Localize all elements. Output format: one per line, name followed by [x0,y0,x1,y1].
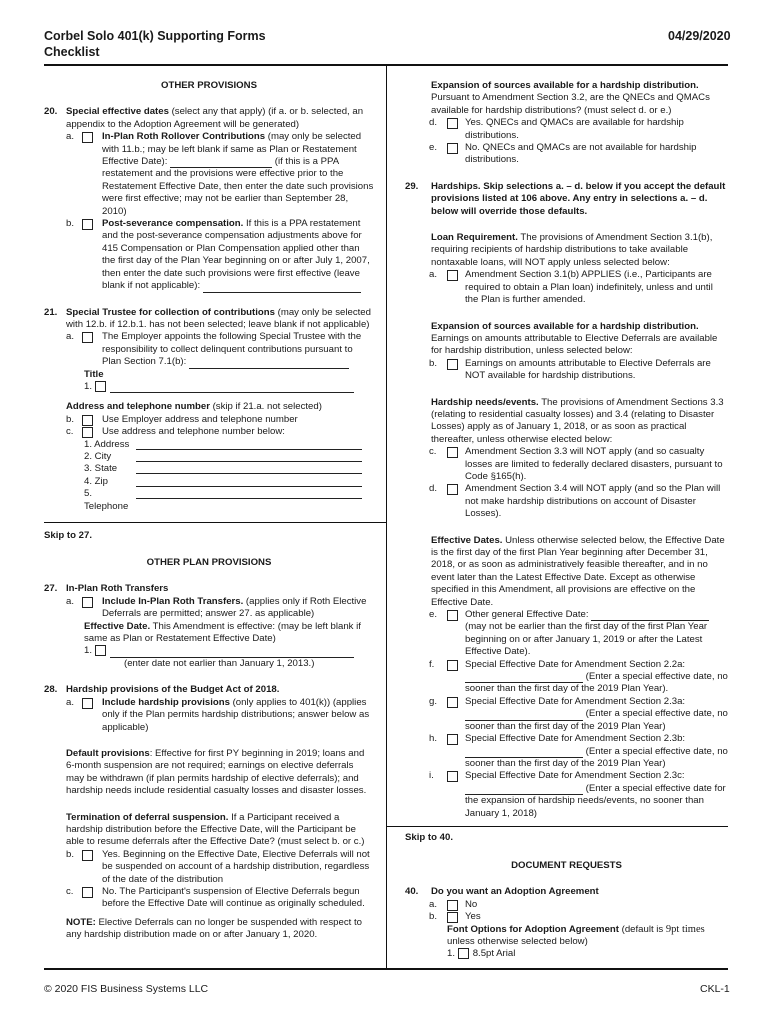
q27-effective-title: Effective Date. [84,620,151,632]
q28-default-title: Default provisions [66,747,150,759]
q20-a-title: In-Plan Roth Rollover Contributions [102,131,266,143]
footer-page-id: CKL-1 [700,983,730,995]
q40-title: Do you want an Adoption Agreement [431,886,599,898]
q28-a-title: Include hardship provisions [102,696,230,708]
loan-requirement-text: The provisions of Amendment Section 3.1(b), requiring recipients of hardship distributions to take available nontaxable loans, will NOT apply unless selected below: [431,232,713,268]
q21-a-field[interactable] [189,358,349,369]
q27-one-checkbox[interactable] [95,645,106,656]
q29-g-text2: (Enter a special effective date, no sooner than the first day of the 2019 Plan Year) [465,708,728,732]
left-column-lower [44,557,374,942]
q21-title-checkbox[interactable] [95,381,106,392]
q20-b-letter: b. [66,218,75,230]
q40-a-checkbox[interactable] [447,900,458,911]
q27-title: In-Plan Roth Transfers [66,583,169,595]
question-21 [44,307,374,514]
field-city-input[interactable] [136,451,362,462]
field-zip-input[interactable] [136,476,362,487]
footer-copyright: © 2020 FIS Business Systems LLC [44,983,209,995]
field-address-input[interactable] [136,439,362,450]
q21-c-text: Use address and telephone number below: [102,426,285,438]
q27-a-checkbox[interactable] [82,597,93,608]
q28-a-text: (only applies to 401(k)) (applies only if the Plan permits hardship distributions; answer below as applicable) [102,696,370,733]
q29-a-text: Amendment Section 3.1(b) APPLIES (i.e., Participants are required to obtain a Plan loan) indefinitely, unless and until the Plan is further amended. [465,269,713,306]
field-state-label: 3. State [84,463,118,475]
skip27-rule [44,522,386,523]
field-zip-label: 4. Zip [84,475,108,487]
q21-b-checkbox[interactable] [82,415,93,426]
exp1-d-text: Yes. QNECs and QMACs are available for hardship distributions. [465,117,684,141]
q29-h-checkbox[interactable] [447,734,458,745]
footer-rule [44,968,728,970]
q40-number: 40. [405,886,419,898]
q40-a-text: No [465,898,478,910]
q28-note-text: Elective Deferrals can no longer be suspended with respect to any hardship distribution made on or after January 1, 2020. [66,916,362,941]
document-title [44,28,266,60]
field-state-input[interactable] [136,463,362,474]
q21-number: 21. [44,306,58,318]
q20-a-text1: (may only be selected with 11.b.; may be left blank if same as Plan or Restatement Effective Date): [102,131,362,168]
q21-title-label: Title [84,368,104,380]
exp1-d-letter: d. [429,117,438,129]
q29-h-text2: (Enter a special effective date, no sooner than the first day of the 2019 Plan Year) [465,745,728,769]
field-telephone-input[interactable] [136,488,362,499]
q28-a-letter: a. [66,696,75,708]
q29-a-letter: a. [429,269,438,281]
q29-e-text1: Other general Effective Date: [465,609,589,621]
section-heading-document-requests: DOCUMENT REQUESTS [511,860,622,871]
q28-b-letter: b. [66,848,75,860]
q21-address-intro: (skip if 21.a. not selected) [209,401,322,413]
q29-e-checkbox[interactable] [447,610,458,621]
q29-e-date-field[interactable] [591,610,709,621]
q29-h-letter: h. [429,733,438,745]
q21-title: Special Trustee for collection of contributions [66,306,275,318]
q21-c-letter: c. [66,426,74,438]
q20-a-checkbox[interactable] [82,132,93,143]
q28-default-text: : Effective for first PY beginning in 2019; loans and 6-month suspension are not required; earnings on elective deferrals may be withdrawn (if plan permits hardship of elective deferrals); and hardship needs include residential casualty losses and disaster losses. [66,747,367,797]
q40-b-text: Yes [465,911,481,923]
expansion-2-title: Expansion of sources available for a hardship distribution. [431,320,699,332]
q29-b-checkbox[interactable] [447,359,458,370]
q28-c-checkbox[interactable] [82,887,93,898]
font-options-default: 9pt times [665,923,705,935]
q29-g-date-field[interactable] [465,710,583,721]
font-option-1-text: 8.5pt Arial [472,948,516,960]
q29-a-checkbox[interactable] [447,270,458,281]
q27-a-letter: a. [66,595,75,607]
q28-a-checkbox[interactable] [82,698,93,709]
section-heading-other-plan-provisions: OTHER PLAN PROVISIONS [146,557,272,568]
q20-b-text: If this is a PPA restatement and the post-severance compensation adjustments above for 415 Compensation or Plan Compensation applied other than the first day of the Plan Year beginning on or after July 1, 2007, then enter the date such provisions were first effective (leave blank if not applicable): [102,218,370,292]
q27-one-number: 1. [84,645,93,657]
document-date: 04/29/2020 [668,29,731,43]
q20-intro: (select any that apply) (if a. or b. selected, an appendix to the Adoption Agreement will be generated) [66,106,364,130]
expansion-2-text: Earnings on amounts attributable to Elective Deferrals are available for hardship distribution, unless selected below: [431,332,718,357]
exp1-e-letter: e. [429,142,438,154]
right-column-lower [405,860,728,961]
q29-f-text1: Special Effective Date for Amendment Section 2.2a: [465,658,686,670]
q29-f-text2: (Enter a special effective date, no sooner than the first day of the 2019 Plan Year). [465,671,728,695]
q29-i-date-field[interactable] [465,784,583,795]
font-options-title: Font Options for Adoption Agreement [447,923,619,935]
skip-to-27: Skip to 27. [44,530,92,541]
section-heading-other-provisions: OTHER PROVISIONS [161,80,257,91]
field-city-label: 2. City [84,451,112,462]
q29-f-date-field[interactable] [465,672,583,683]
right-column [405,80,728,820]
question-28 [44,684,374,941]
q21-title-field[interactable] [110,382,354,393]
q27-number: 27. [44,583,58,595]
q21-b-text: Use Employer address and telephone number [102,413,298,425]
expansion-1-text: Pursuant to Amendment Section 3.2, are the QNECs and QMACs available for hardship distributions? (must select d. or e.) [431,92,710,116]
exp1-e-text: No. QNECs and QMACs are not available for hardship distributions. [465,142,697,166]
q29-d-letter: d. [429,483,438,495]
field-telephone-label: 5. Telephone [84,488,129,512]
q29-g-text1: Special Effective Date for Amendment Section 2.3a: [465,695,686,707]
q21-title-number: 1. [84,380,93,392]
q29-i-text2: (Enter a special effective date for the expansion of hardship needs/events, no sooner than January 1, 2018) [465,782,726,819]
q29-d-text: Amendment Section 3.4 will NOT apply (and so the Plan will not make hardship distributions on account of Disaster Losses). [465,483,721,520]
column-divider [386,65,387,969]
q20-b-date-field[interactable] [203,282,361,293]
q29-d-checkbox[interactable] [447,484,458,495]
q29-f-checkbox[interactable] [447,660,458,671]
q29-b-text: Earnings on amounts attributable to Elective Deferrals are NOT available for hardship distributions. [465,357,711,382]
hardship-needs-title: Hardship needs/events. [431,396,539,408]
q29-c-checkbox[interactable] [447,447,458,458]
q20-a-text2: (if this is a PPA restatement and the provisions were effective prior to the Restatement Effective Date, then enter the date such provisions were first effective; may not be earlier than September 28, 2010) [102,156,374,217]
question-27 [44,583,374,670]
q27-date-note: (enter date not earlier than January 1, 2013.) [124,657,315,669]
q29-title: Hardships. Skip selections a. – d. below if you accept the default provisions listed at 106 above. Any entry in selections a. – d. below will override those defaults. [431,180,726,217]
q21-b-letter: b. [66,413,75,425]
q21-a-letter: a. [66,331,75,343]
font-options-text3: unless otherwise selected below) [447,936,588,948]
q27-a-text: (applies only if Roth Elective Deferrals are permitted; answer 27. as applicable) [102,595,367,620]
q29-number: 29. [405,180,419,192]
question-40 [405,886,728,960]
q21-c-checkbox[interactable] [82,427,93,438]
q29-e-text2: (may not be earlier than the first day of the first Plan Year beginning on or after January 1, 2019 or after the Latest Effective Date). [465,621,708,658]
q29-f-letter: f. [429,658,435,670]
q28-title: Hardship provisions of the Budget Act of 2018. [66,684,280,696]
q29-h-date-field[interactable] [465,747,583,758]
question-20 [44,106,374,292]
font-option-1-checkbox[interactable] [458,948,469,959]
q28-b-checkbox[interactable] [82,850,93,861]
q27-a-title: Include In-Plan Roth Transfers. [102,595,244,607]
q20-number: 20. [44,106,58,118]
title-line-2: Checklist [44,45,100,59]
q21-a-text: The Employer appoints the following Special Trustee with the responsibility to collect delinquent contributions pursuant to Plan Section 7.1(b): [102,331,362,368]
q28-number: 28. [44,684,58,696]
font-option-1-number: 1. [447,948,456,960]
q28-b-text: Yes. Beginning on the Effective Date, Elective Deferrals will not be suspended on account of a hardship distribution, regardless of the date of the distribution [102,848,370,885]
q40-a-letter: a. [429,898,438,910]
q28-c-text: No. The Participant's suspension of Elective Deferrals begun before the Effective Date will continue as originally scheduled. [102,885,365,910]
hardship-needs-text: The provisions of Amendment Sections 3.3 (relating to residential casualty losses) and 3.4 (relating to Disaster Losses) apply as of January 1, 2018, or as soon as practical thereafter, unless otherwise elected below: [431,396,724,445]
question-29 [405,181,728,820]
left-column [44,80,374,513]
q29-h-text1: Special Effective Date for Amendment Section 2.3b: [465,733,686,745]
q28-termination-title: Termination of deferral suspension. [66,811,229,823]
q29-i-text1: Special Effective Date for Amendment Section 2.3c: [465,770,685,782]
skip-to-40: Skip to 40. [405,832,453,843]
q29-e-letter: e. [429,609,438,621]
effective-dates-title: Effective Dates. [431,534,503,546]
q29-g-letter: g. [429,695,438,707]
q27-effective-text: This Amendment is effective: (may be left blank if same as Plan or Restatement Effective Date) [84,620,361,645]
font-options-text1: (default is [618,923,666,935]
exp1-e-checkbox[interactable] [447,143,458,154]
q29-c-letter: c. [429,446,437,458]
q29-i-checkbox[interactable] [447,771,458,782]
q20-b-checkbox[interactable] [82,219,93,230]
effective-dates-text: Unless otherwise selected below, the Effective Date is the first day of the first Plan Year beginning after December 31, 2018, or as soon as administratively feasible thereafter, and in no event later than the Latest Effective Date. Except as otherwise specified in this Amendment, all provisions are effective on the Effective Date. [431,534,725,608]
q28-termination-text: If a Participant received a hardship distribution before the Effective Date, will the Participant be able to resume deferrals after the Effective Date? (must select b. or c.) [66,811,365,848]
skip40-rule [386,826,728,827]
exp1-d-checkbox[interactable] [447,118,458,129]
q29-g-checkbox[interactable] [447,697,458,708]
q40-b-letter: b. [429,911,438,923]
loan-requirement-title: Loan Requirement. [431,232,518,244]
q20-a-letter: a. [66,131,75,143]
q20-a-date-field[interactable] [170,157,272,168]
q28-note-title: NOTE: [66,916,96,928]
q29-i-letter: i. [429,770,434,782]
q27-date-field[interactable] [110,647,354,658]
q29-c-text: Amendment Section 3.3 will NOT apply (and so casualty losses are limited to federally declared disasters, pursuant to Code §165(h). [465,446,723,482]
q20-title: Special effective dates [66,106,169,118]
q21-intro: (may only be selected with 12.b. if 12.b.1. has not been selected; leave blank if not applicable) [66,306,371,330]
q40-b-checkbox[interactable] [447,912,458,923]
q28-c-letter: c. [66,885,74,897]
q21-a-checkbox[interactable] [82,332,93,343]
field-address-label: 1. Address [84,438,130,450]
expansion-1-title: Expansion of sources available for a hardship distribution. [431,80,699,91]
title-line-1: Corbel Solo 401(k) Supporting Forms [44,29,266,43]
q29-b-letter: b. [429,357,438,369]
q20-b-title: Post-severance compensation. [102,218,244,230]
q21-address-title: Address and telephone number [66,401,210,413]
